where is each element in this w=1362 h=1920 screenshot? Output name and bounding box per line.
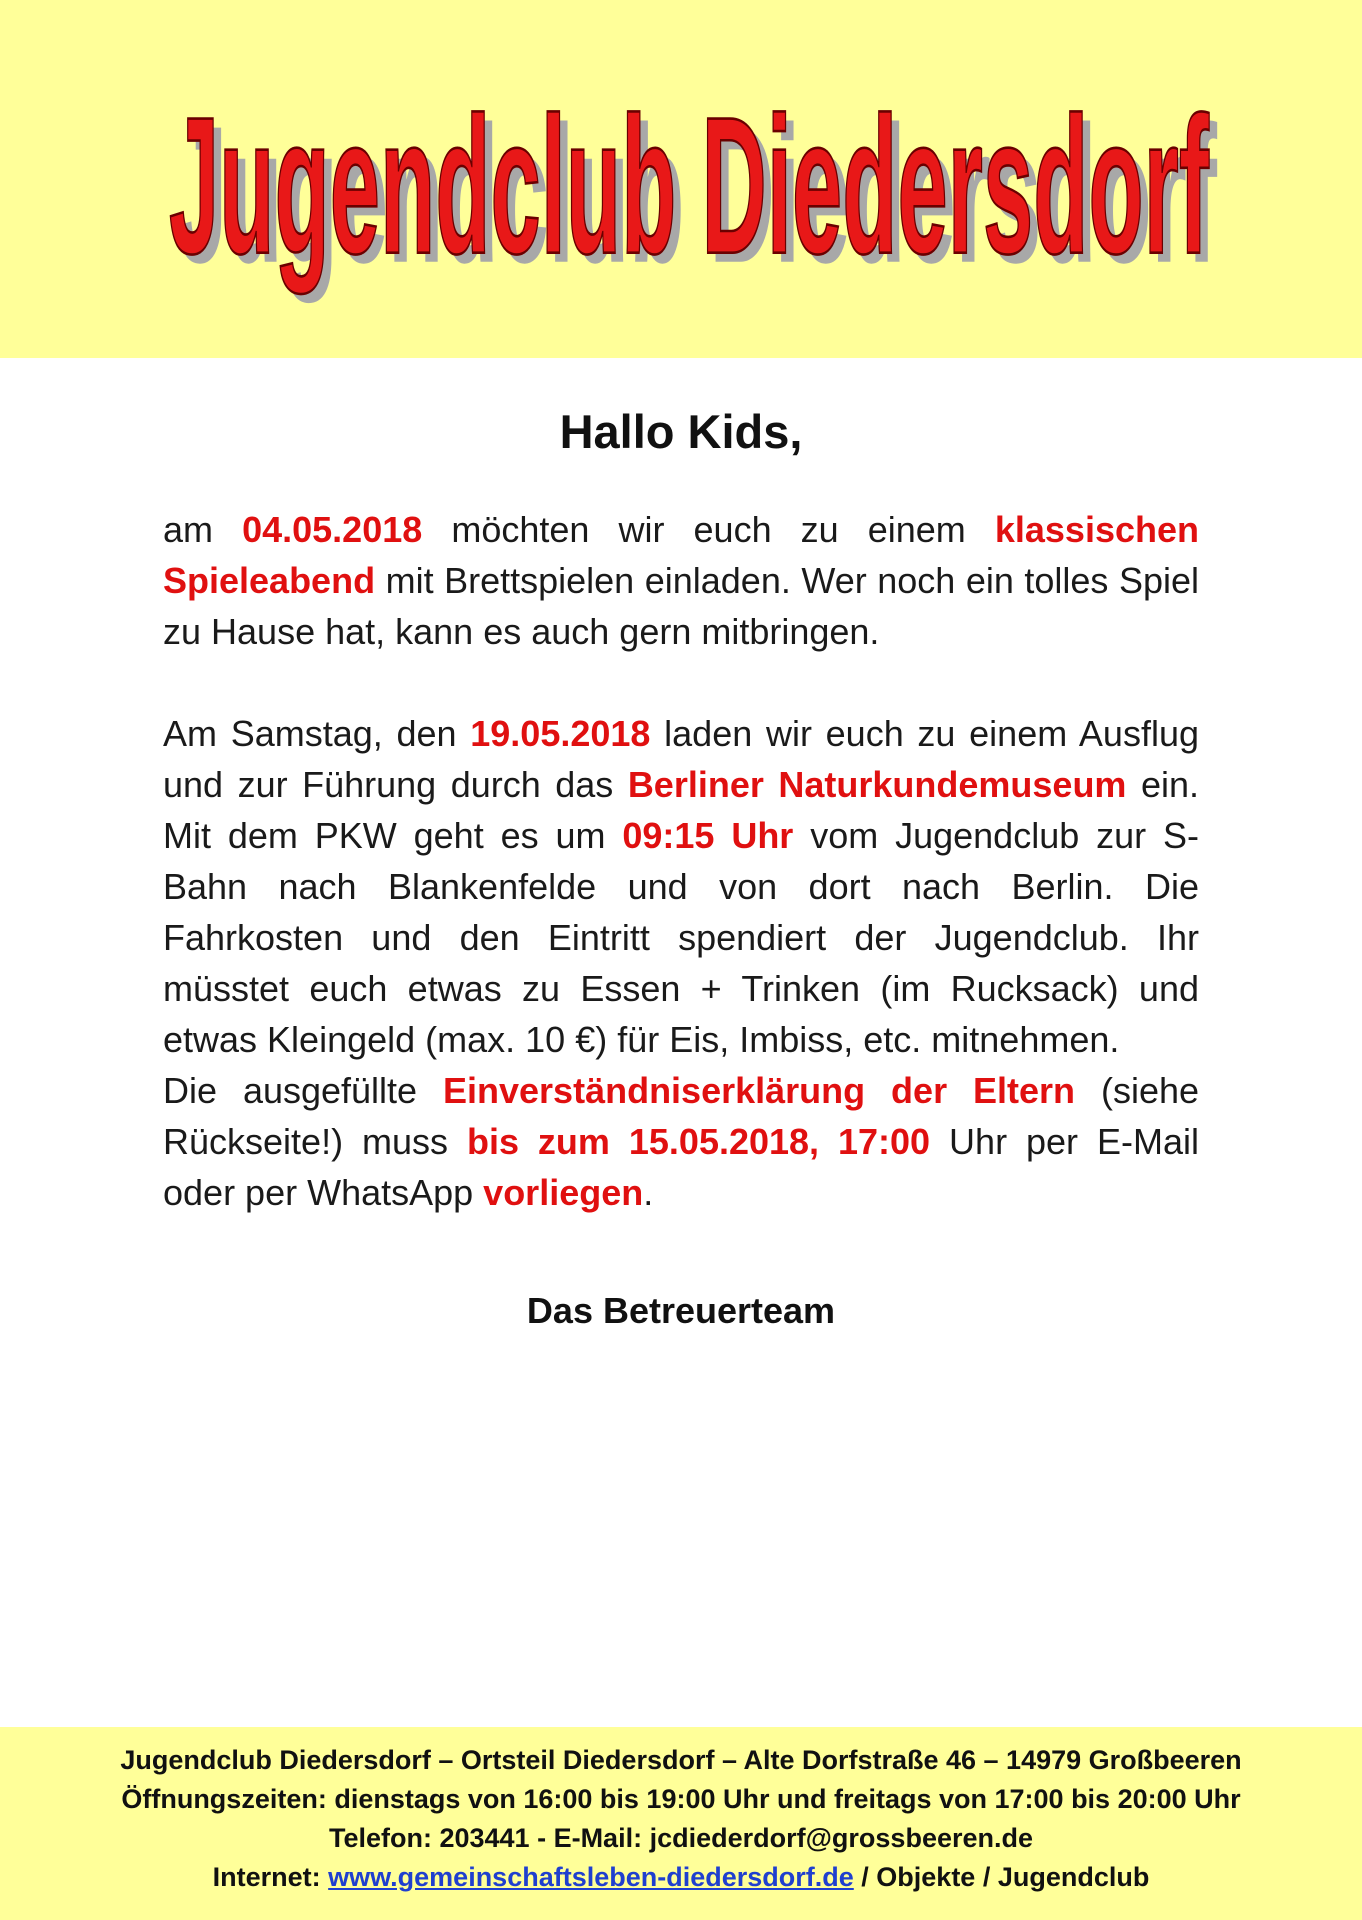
- website-link[interactable]: www.gemeinschaftsleben-diedersdorf.de: [328, 1862, 854, 1892]
- footer-address: Jugendclub Diedersdorf – Ortsteil Diedersdorf – Alte Dorfstraße 46 – 14979 Großbeeren: [120, 1745, 1242, 1775]
- deadline: bis zum 15.05.2018, 17:00: [466, 1121, 931, 1163]
- text: laden wir euch zu einem Ausflug und zur Führung durch das: [163, 713, 1199, 806]
- text: ein. Mit dem PKW geht es um: [163, 764, 1200, 857]
- paragraph-excursion: [163, 708, 1199, 1218]
- text: möchten wir euch zu einem: [422, 509, 995, 551]
- footer-contact: Telefon: 203441 - E-Mail: jcdiederdorf@grossbeeren.de: [328, 1823, 1034, 1853]
- text: .: [643, 1172, 654, 1214]
- footer: [0, 1727, 1362, 1920]
- letter-body: [163, 404, 1199, 1332]
- date-excursion: 19.05.2018: [470, 713, 651, 755]
- internet-label: Internet:: [212, 1862, 329, 1892]
- text: mit Brettspielen einladen. Wer noch ein tolles Spiel zu Hause hat, kann es auch gern mitbringen.: [163, 560, 1199, 653]
- museum-name: Berliner Naturkundemuseum: [627, 764, 1127, 806]
- text: Uhr per E-Mail oder per WhatsApp: [163, 1121, 1199, 1214]
- consent-sentence: [163, 1065, 1199, 1218]
- paragraph-game-night: [163, 504, 1199, 657]
- event-game-night: klassischen Spieleabend: [163, 509, 1199, 602]
- header-banner: [0, 0, 1362, 358]
- consent-form: Einverständniserklärung der Eltern: [443, 1070, 1076, 1112]
- text: Die ausgefüllte: [163, 1070, 443, 1112]
- text: vom Jugendclub zur S-Bahn nach Blankenfelde und von dort nach Berlin. Die Fahrkosten und den Eintritt spendiert der Jugendclub. Ihr müsstet euch etwas zu Essen + Trinken (im Rucksack) und etwas Kleingeld (max. 10 €) für Eis, Imbiss, etc. mitnehmen.: [163, 815, 1199, 1061]
- logo: [0, 0, 1362, 358]
- departure-time: 09:15 Uhr: [622, 815, 794, 857]
- website-path: / Objekte / Jugendclub: [853, 1862, 1150, 1892]
- greeting: Hallo Kids,: [559, 405, 803, 458]
- text: am: [163, 509, 243, 551]
- logo-shadow: Jugendclub Diedersdorf: [176, 85, 1218, 304]
- date-game-night: 04.05.2018: [242, 509, 423, 551]
- text: (siehe Rückseite!) muss: [163, 1070, 1200, 1163]
- footer-opening-hours: Öffnungszeiten: dienstags von 16:00 bis 19:00 Uhr und freitags von 17:00 bis 20:00 Uhr: [121, 1784, 1241, 1814]
- logo-text: Jugendclub Diedersdorf: [169, 76, 1210, 295]
- present-word: vorliegen: [483, 1172, 644, 1214]
- text: Am Samstag, den: [163, 713, 471, 755]
- signature: Das Betreuerteam: [526, 1290, 836, 1332]
- footer-internet: [0, 1858, 1362, 1897]
